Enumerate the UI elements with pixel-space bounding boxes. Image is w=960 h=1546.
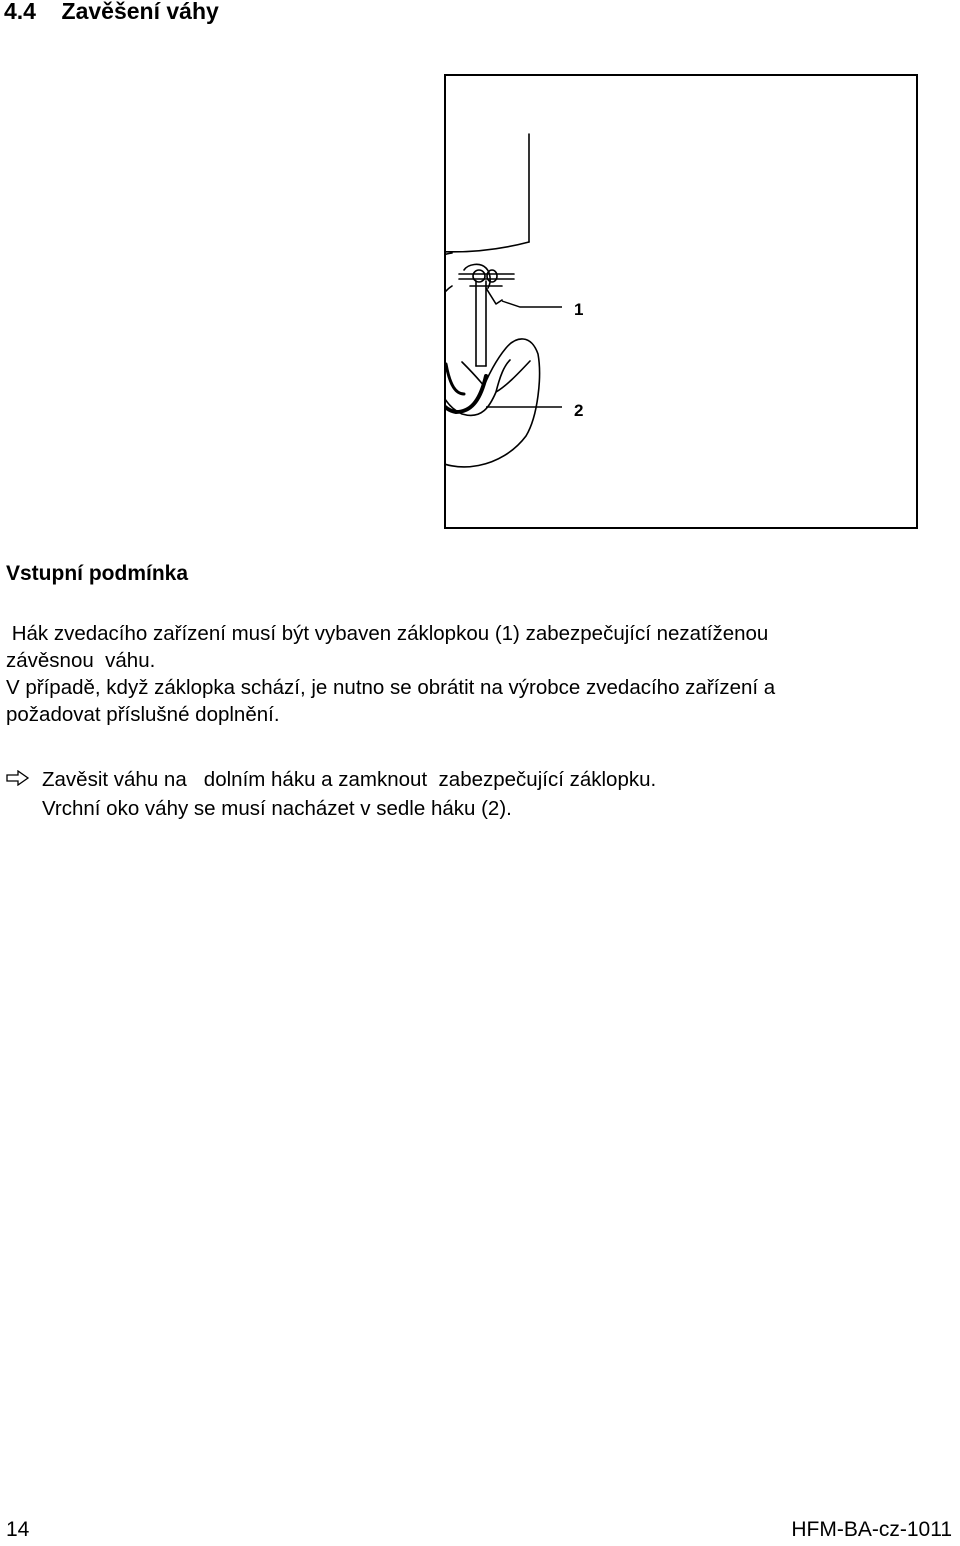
callout-label-2: 2 bbox=[574, 401, 584, 420]
section-heading bbox=[4, 0, 219, 25]
prerequisite-line: V případě, když záklopka schází, je nutno se obrátit na výrobce zvedacího zařízení a bbox=[6, 676, 776, 699]
hollow-right-arrow-icon bbox=[6, 770, 30, 786]
callout-label-1: 1 bbox=[574, 300, 584, 319]
hook-illustration-frame bbox=[444, 74, 918, 529]
instruction-line: Zavěsit váhu na dolním háku a zamknout zabezpečující záklopku. bbox=[42, 768, 657, 791]
instruction-line: Vrchní oko váhy se musí nacházet v sedle háku (2). bbox=[42, 797, 512, 820]
crane-hook-illustration bbox=[446, 76, 918, 529]
section-number: 4.4 bbox=[4, 0, 36, 24]
prerequisite-paragraph bbox=[6, 620, 960, 728]
hook-outer bbox=[446, 253, 540, 467]
section-title: Zavěšení váhy bbox=[61, 0, 219, 24]
instruction-step bbox=[6, 765, 656, 823]
prerequisite-line: Hák zvedacího zařízení musí být vybaven záklopkou (1) zabezpečující nezatíženou bbox=[6, 622, 769, 645]
prerequisite-heading: Vstupní podmínka bbox=[6, 562, 189, 585]
document-code: HFM-BA-cz-1011 bbox=[791, 1518, 952, 1541]
scale-body bbox=[446, 134, 529, 252]
callout-1-leader bbox=[502, 301, 562, 307]
prerequisite-line: požadovat příslušné doplnění. bbox=[6, 703, 280, 726]
prerequisite-line: závěsnou váhu. bbox=[6, 649, 156, 672]
page-number: 14 bbox=[6, 1518, 30, 1541]
